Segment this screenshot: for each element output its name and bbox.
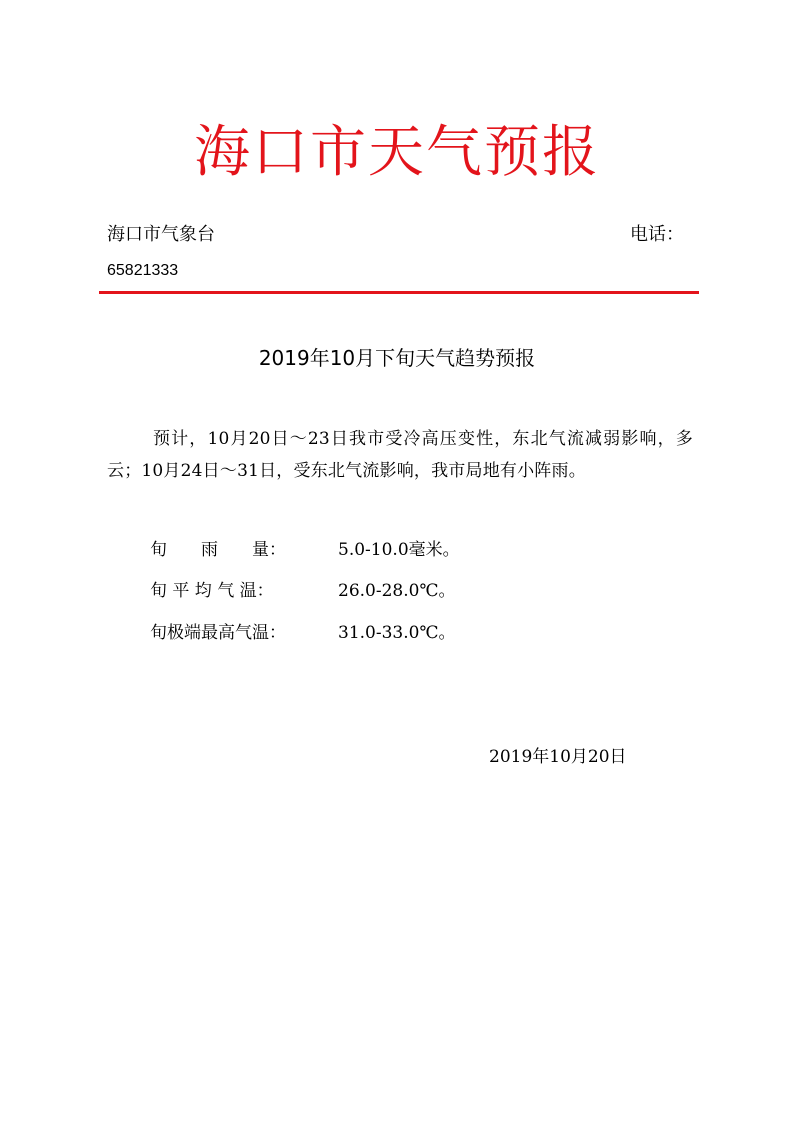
stat-rainfall	[150, 535, 460, 560]
issue-date: 2019年10月20日	[489, 747, 627, 767]
telephone-number: 65821333	[107, 262, 179, 279]
stat-average-temperature-value: 26.0-28.0℃。	[338, 581, 456, 601]
stat-max-temperature	[150, 618, 455, 643]
stat-rainfall-value: 5.0-10.0毫米。	[338, 540, 460, 560]
stat-max-temperature-label: 旬极端最高气温：	[150, 623, 286, 643]
masthead-title: 海口市天气预报	[194, 120, 600, 185]
stat-max-temperature-value: 31.0-33.0℃。	[338, 623, 456, 643]
header-divider	[99, 291, 699, 294]
report-headline: 2019年10月下旬天气趋势预报	[258, 346, 536, 370]
forecast-paragraph: 预计，10月20日～23日我市受冷高压变性，东北气流减弱影响，多云；10月24日～31日，受东北气流影响，我市局地有小阵雨。	[107, 429, 693, 481]
telephone-label: 电话：	[630, 224, 684, 245]
issuer-name: 海口市气象台	[107, 224, 215, 245]
stat-average-temperature	[150, 576, 455, 601]
stat-average-temperature-label: 旬 平 均 气 温：	[150, 581, 274, 601]
stat-rainfall-label: 旬 雨 量：	[150, 540, 286, 560]
